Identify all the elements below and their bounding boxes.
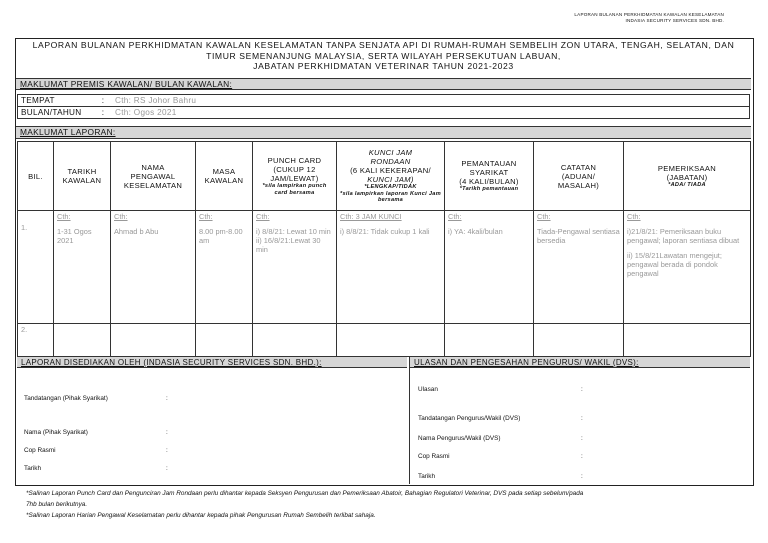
laporan-table — [17, 141, 751, 357]
sign-right-label: Tarikh — [418, 473, 436, 480]
cell-punch[interactable]: Cth: i) 8/8/21: Lewat 10 min ii) 16/8/21:Lewat 30 min — [253, 211, 337, 324]
tempat-value[interactable]: Cth: RS Johor Bahru — [115, 96, 197, 105]
sign-left-heading: LAPORAN DISEDIAKAN OLEH (INDASIA SECURITY SERVICES SDN. BHD.): — [17, 356, 407, 368]
sign-right-label: Ulasan — [418, 386, 438, 393]
cell-masa[interactable]: Cth: 8.00 pm-8.00 am — [196, 211, 253, 324]
footnotes — [26, 488, 756, 521]
bulan-value[interactable]: Cth: Ogos 2021 — [115, 108, 177, 117]
cell-nama[interactable]: Cth: Ahmad b Abu — [111, 211, 196, 324]
sign-right-section — [410, 356, 750, 368]
cell-catatan[interactable]: Cth: Tiada-Pengawal sentiasa bersedia — [534, 211, 624, 324]
cell-pemeriksaan[interactable]: Cth: i)21/8/21: Pemeriksaan buku pengawal; laporan sentiasa dibuat ii) 15/8/21Lawatan mengejut; pengawal berada di pondok pengawal — [624, 211, 751, 324]
cell-bil[interactable]: 1. — [18, 211, 54, 324]
bulan-label: BULAN/TAHUN — [21, 108, 82, 117]
footnote-2: *Salinan Laporan Harian Pengawal Keselamatan perlu dihantar kepada pihak Pengurusan Rumah Sembelih terlibat sahaja. — [26, 512, 376, 519]
col-nama: NAMA PENGAWAL KESELAMATAN — [111, 142, 196, 211]
form-title — [15, 40, 752, 72]
sign-right-label: Tandatangan Pengurus/Wakil (DVS) — [418, 415, 521, 422]
footnote-1a: *Salinan Laporan Punch Card dan Pengunciran Jam Rondaan perlu dihantar kepada Seksyen Pengurusan dan Pemeriksaan Abatoir, Bahagian Regulatori Veterinar, DVS pada setiap sebelum/pada — [26, 490, 584, 497]
sign-right-label: Cop Rasmi — [418, 453, 450, 460]
laporan-heading: MAKLUMAT LAPORAN: — [16, 126, 751, 139]
premis-row-bulan: BULAN/TAHUN : Cth: Ogos 2021 — [18, 107, 749, 118]
table-row — [18, 324, 751, 357]
title-line2: TIMUR SEMENANJUNG MALAYSIA, SERTA WILAYAH PERSEKUTUAN LABUAN, — [206, 50, 561, 61]
cell-pemantauan[interactable]: Cth: i) YA: 4kali/bulan — [445, 211, 534, 324]
col-punch-card: PUNCH CARD (CUKUP 12 JAM/LEWAT) *sila lampirkan punch card bersama — [253, 142, 337, 211]
header-line2: INDASIA SECURITY SERVICES SDN. BHD. — [625, 18, 724, 23]
document-header — [574, 12, 724, 24]
col-pemantauan: PEMANTAUAN SYARIKAT (4 KALI/BULAN) *Tarikh pemantauan — [445, 142, 534, 211]
col-kunci-jam: KUNCI JAM RONDAAN (6 KALI KEKERAPAN/ KUNCI JAM) *LENGKAP/TIDAK *sila lampirkan laporan Kunci Jam bersama — [337, 142, 445, 211]
sign-left-label: Tandatangan (Pihak Syarikat) — [24, 395, 108, 402]
title-line1: LAPORAN BULANAN PERKHIDMATAN KAWALAN KESELAMATAN TANPA SENJATA API DI RUMAH-RUMAH SEMBELIH ZON UTARA, TENGAH, SELATAN, DAN — [32, 40, 735, 50]
premis-row-tempat: TEMPAT : Cth: RS Johor Bahru — [18, 95, 749, 107]
sign-left-label: Nama (Pihak Syarikat) — [24, 429, 88, 436]
col-masa: MASA KAWALAN — [196, 142, 253, 211]
premis-box — [17, 94, 750, 119]
footnote-1b: 7hb bulan berikutnya. — [26, 501, 88, 508]
col-pemeriksaan: PEMERIKSAAN (JABATAN) *ADA/ TIADA — [624, 142, 751, 211]
sign-left-label: Cop Rasmi — [24, 447, 56, 454]
col-bil: BIL. — [18, 142, 54, 211]
title-line3: JABATAN PERKHIDMATAN VETERINAR TAHUN 2021-2023 — [253, 61, 514, 71]
cell-bil[interactable]: 2. — [18, 324, 54, 357]
col-tarikh: TARIKH KAWALAN — [54, 142, 111, 211]
premis-heading: MAKLUMAT PREMIS KAWALAN/ BULAN KAWALAN: — [16, 78, 751, 90]
sign-left-label: Tarikh — [24, 465, 42, 472]
col-catatan: CATATAN (ADUAN/ MASALAH) — [534, 142, 624, 211]
header-line1: LAPORAN BULANAN PERKHIDMATAN KAWALAN KESELAMATAN — [574, 12, 724, 17]
sign-divider — [409, 356, 410, 484]
cell-kunci[interactable]: Cth: 3 JAM KUNCI i) 8/8/21: Tidak cukup 1 kali — [337, 211, 445, 324]
sign-right-heading: ULASAN DAN PENGESAHAN PENGURUS/ WAKIL (DVS): — [410, 356, 750, 368]
sign-left-section — [17, 356, 407, 368]
table-row — [18, 211, 751, 324]
cell-tarikh[interactable]: Cth: 1-31 Ogos 2021 — [54, 211, 111, 324]
table-header-row — [18, 142, 751, 211]
tempat-label: TEMPAT — [21, 96, 55, 105]
sign-right-label: Nama Pengurus/Wakil (DVS) — [418, 435, 501, 442]
